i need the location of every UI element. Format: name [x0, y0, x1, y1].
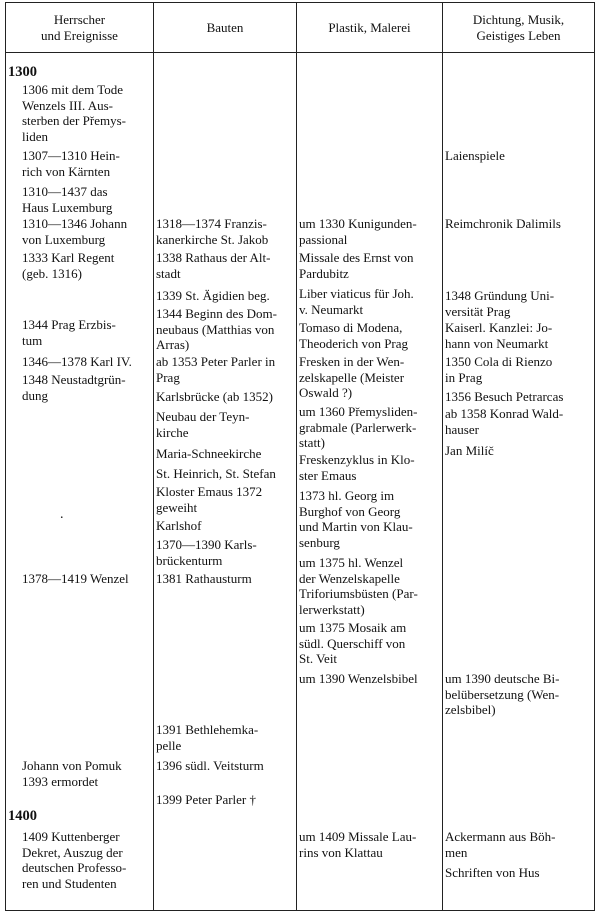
header-rulers-events: Herrscher und Ereignisse	[41, 12, 118, 43]
header-sculpture-painting: Plastik, Malerei	[328, 20, 411, 35]
column-divider-1	[153, 2, 154, 910]
header-rule	[5, 52, 595, 53]
literature-entry: Reimchronik Dalimils	[445, 216, 561, 231]
building-entry: Maria-Schneekirche	[156, 446, 262, 461]
header-poetry-music-intellectual-life: Dichtung, Musik, Geistiges Leben	[472, 12, 565, 43]
year-marker-1300: 1300	[8, 64, 37, 80]
literature-entry: 1348 Gründung Uni- versität Prag	[445, 288, 555, 319]
column-divider-2	[296, 2, 297, 910]
ruler-event-entry: 1306 mit dem Tode Wenzels III. Aus- sterben der Přemys- liden	[22, 82, 126, 144]
table-bottom-rule	[5, 910, 595, 911]
building-entry: Neubau der Teyn- kirche	[156, 409, 250, 440]
building-entry: Karlshof	[156, 518, 202, 533]
art-entry: um 1390 Wenzelsbibel	[299, 671, 418, 686]
header-buildings: Bauten	[206, 20, 244, 35]
literature-entry: 1350 Cola di Rienzo in Prag	[445, 354, 553, 385]
building-entry: 1396 südl. Veitsturm	[156, 758, 264, 773]
literature-entry: Ackermann aus Böh- men	[445, 829, 556, 860]
ruler-event-entry: 1310—1437 das Haus Luxemburg	[22, 184, 113, 215]
literature-entry: Kaiserl. Kanzlei: Jo- hann von Neumarkt	[445, 320, 553, 351]
building-entry: Kloster Emaus 1372 geweiht	[156, 484, 263, 515]
table-left-border	[5, 2, 6, 910]
ruler-event-entry: 1333 Karl Regent (geb. 1316)	[22, 250, 115, 281]
art-entry: Tomaso di Modena, Theoderich von Prag	[299, 320, 409, 351]
ruler-event-entry: 1310—1346 Johann von Luxemburg	[22, 216, 128, 247]
literature-entry: ab 1358 Konrad Wald- hauser	[445, 406, 564, 437]
art-entry: um 1330 Kunigunden- passional	[299, 216, 417, 247]
column-divider-3	[442, 2, 443, 910]
art-entry: Freskenzyklus in Klo- ster Emaus	[299, 452, 415, 483]
building-entry: 1344 Beginn des Dom- neubaus (Matthias von Arras)	[156, 306, 277, 352]
art-entry: Fresken in der Wen- zelskapelle (Meister Oswald ?)	[299, 354, 405, 400]
stray-dot-mark: .	[60, 507, 64, 522]
ruler-event-entry: 1346—1378 Karl IV.	[22, 354, 132, 369]
building-entry: 1391 Bethlehemka- pelle	[156, 722, 259, 753]
literature-entry: Schriften von Hus	[445, 865, 540, 880]
art-entry: 1373 hl. Georg im Burghof von Georg und Martin von Klau- senburg	[299, 488, 413, 550]
literature-entry: Laienspiele	[445, 148, 505, 163]
building-entry: 1338 Rathaus der Alt- stadt	[156, 250, 271, 281]
art-entry: um 1375 hl. Wenzel der Wenzelskapelle Triforiumsbüsten (Par- lerwerkstatt)	[299, 555, 418, 617]
ruler-event-entry: 1348 Neustadtgrün- dung	[22, 372, 126, 403]
building-entry: 1381 Rathausturm	[156, 571, 252, 586]
table-top-rule	[5, 2, 595, 3]
literature-entry: 1356 Besuch Petrarcas	[445, 389, 564, 404]
art-entry: um 1409 Missale Lau- rins von Klattau	[299, 829, 417, 860]
art-entry: um 1360 Přemysliden- grabmale (Parlerwerk- statt)	[299, 404, 418, 450]
ruler-event-entry: Johann von Pomuk 1393 ermordet	[22, 758, 122, 789]
art-entry: um 1375 Mosaik am südl. Querschiff von St. Veit	[299, 620, 407, 666]
ruler-event-entry: 1378—1419 Wenzel	[22, 571, 129, 586]
ruler-event-entry: 1307—1310 Hein- rich von Kärnten	[22, 148, 120, 179]
ruler-event-entry: 1409 Kuttenberger Dekret, Auszug der deutschen Professo- ren und Studenten	[22, 829, 127, 891]
building-entry: 1370—1390 Karls- brückenturm	[156, 537, 257, 568]
building-entry: Karlsbrücke (ab 1352)	[156, 389, 273, 404]
literature-entry: um 1390 deutsche Bi- belübersetzung (Wen- zelsbibel)	[445, 671, 560, 717]
art-entry: Liber viaticus für Joh. v. Neumarkt	[299, 286, 414, 317]
building-entry: 1399 Peter Parler †	[156, 792, 257, 807]
literature-entry: Jan Milíč	[445, 443, 494, 458]
building-entry: 1339 St. Ägidien beg.	[156, 288, 270, 303]
art-entry: Missale des Ernst von Pardubitz	[299, 250, 414, 281]
building-entry: 1318—1374 Franzis- kanerkirche St. Jakob	[156, 216, 269, 247]
building-entry: ab 1353 Peter Parler in Prag	[156, 354, 276, 385]
building-entry: St. Heinrich, St. Stefan	[156, 466, 276, 481]
ruler-event-entry: 1344 Prag Erzbis- tum	[22, 317, 116, 348]
table-right-border	[594, 2, 595, 910]
year-marker-1400: 1400	[8, 808, 37, 824]
